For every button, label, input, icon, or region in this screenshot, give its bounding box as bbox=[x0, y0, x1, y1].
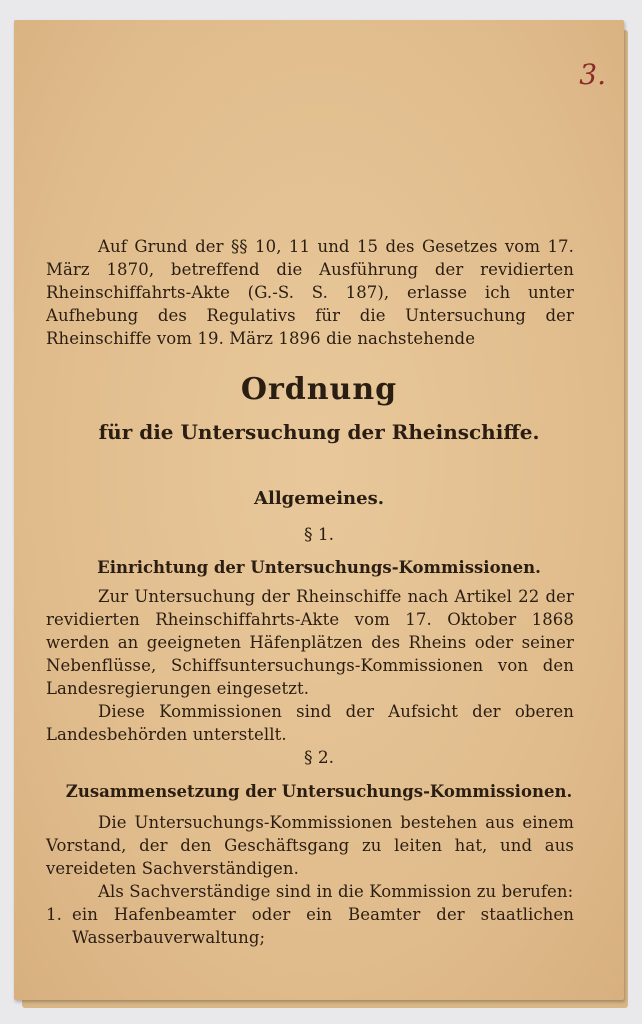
section-1-paragraph: Zur Untersuchung der Rheinschiffe nach Artikel 22 der revidierten Rheinschiffahrts-Akte vom 17. Oktober 1868 werden an geeigneten Häfenplätzen des Rheins oder seiner Nebenflüsse, Schiffsuntersuchungs-Kommissionen von den Landesregierungen eingesetzt. bbox=[46, 587, 574, 698]
section-2-number: § 2. bbox=[303, 748, 335, 768]
list-item-number: 1. bbox=[46, 905, 62, 924]
section-2-title: Zusammensetzung der Untersuchungs-Kommissionen. bbox=[65, 782, 573, 801]
list-item-text: ein Hafenbeamter oder ein Beamter der staatlichen Wasserbauverwaltung; bbox=[72, 905, 574, 947]
section-2-body bbox=[46, 811, 574, 949]
document-page bbox=[14, 20, 624, 1000]
section-1-title: Einrichtung der Untersuchungs-Kommissionen. bbox=[97, 558, 541, 577]
document-subtitle: für die Untersuchung der Rheinschiffe. bbox=[98, 420, 540, 444]
section-1-body bbox=[46, 585, 574, 746]
intro-text: Auf Grund der §§ 10, 11 und 15 des Gesetzes vom 17. März 1870, betreffend die Ausführung der revidierten Rheinschiffahrts-Akte (G.-S. S. 187), erlasse ich unter Aufhebung des Regulativs für die Untersuchung der Rheinschiffe vom 19. März 1896 die nachstehende bbox=[46, 237, 574, 348]
section-2-paragraph: Als Sachverständige sind in die Kommission zu berufen: bbox=[98, 882, 574, 901]
section-1-number: § 1. bbox=[303, 525, 335, 545]
page-number: 3. bbox=[579, 58, 606, 91]
general-heading: Allgemeines. bbox=[254, 488, 384, 509]
section-2-paragraph: Die Untersuchungs-Kommissionen bestehen aus einem Vorstand, der den Geschäftsgang zu leiten hat, und aus vereideten Sachverständigen. bbox=[46, 813, 574, 878]
document-title: Ordnung bbox=[240, 372, 398, 407]
section-1-paragraph: Diese Kommissionen sind der Aufsicht der oberen Landesbehörden unterstellt. bbox=[46, 702, 574, 744]
list-item bbox=[46, 903, 574, 949]
intro-paragraph bbox=[46, 235, 574, 350]
